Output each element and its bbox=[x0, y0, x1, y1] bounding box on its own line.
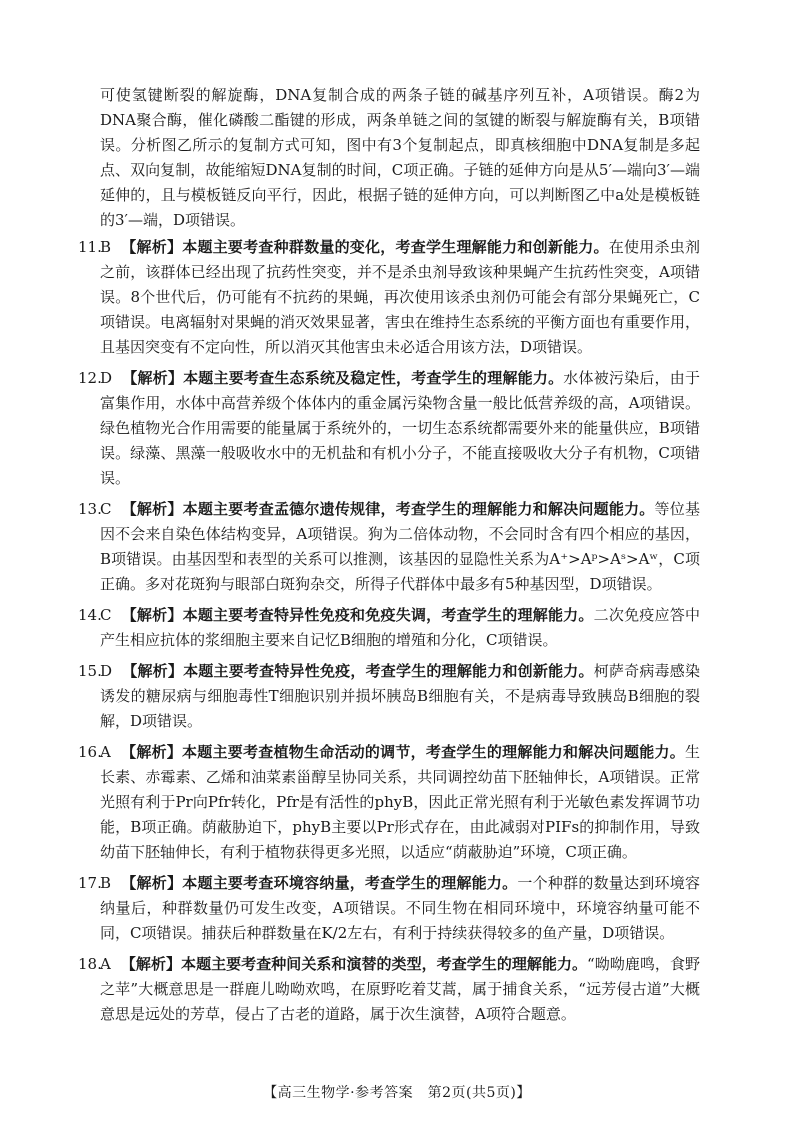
analysis-tag: 【解析】 bbox=[121, 606, 183, 624]
analysis-summary: 本题主要考查生态系统及稳定性，考查学生的理解能力。 bbox=[183, 369, 564, 387]
question-number: 12. bbox=[78, 369, 102, 387]
analysis-tag: 【解析】 bbox=[121, 238, 183, 256]
analysis-body: 水体被污染后，由于富集作用，水体中高营养级个体体内的重金属污染物含量一般比低营养级的高，A项错误。绿色植物光合作用需要的能量属于系统外的，一切生态系统都需要外来的能量供应，B项错误。绿藻、黑藻一般吸收水中的无机盐和有机小分子，不能直接吸收大分子有机物，C项错误。 bbox=[100, 369, 700, 487]
answer-item-13 bbox=[78, 497, 700, 597]
analysis-summary: 本题主要考查特异性免疫，考查学生的理解能力和创新能力。 bbox=[183, 662, 594, 680]
analysis-tag: 【解析】 bbox=[120, 955, 182, 973]
analysis-summary: 本题主要考查孟德尔遗传规律，考查学生的理解能力和解决问题能力。 bbox=[182, 500, 655, 518]
analysis-tag: 【解析】 bbox=[121, 874, 183, 892]
answer-letter: C bbox=[100, 500, 112, 518]
answer-item-18 bbox=[78, 952, 700, 1027]
analysis-body: 生长素、赤霉素、乙烯和油菜素甾醇呈协同关系，共同调控幼苗下胚轴伸长，A项错误。正常光照有利于Pr向Pfr转化，Pfr是有活性的phyB，因此正常光照有利于光敏色素发挥调节功能，B项正确。荫蔽胁迫下，phyB主要以Pr形式存在，由此减弱对PIFs的抑制作用，导致幼苗下胚轴伸长，有利于植物获得更多光照，以适应“荫蔽胁迫”环境，C项正确。 bbox=[100, 743, 700, 861]
answer-item-14 bbox=[78, 603, 700, 653]
question-number: 13. bbox=[78, 500, 102, 518]
answer-letter: D bbox=[100, 662, 113, 680]
analysis-tag: 【解析】 bbox=[120, 743, 183, 761]
analysis-summary: 本题主要考查特异性免疫和免疫失调，考查学生的理解能力。 bbox=[182, 606, 594, 624]
answer-letter: A bbox=[100, 743, 111, 761]
analysis-tag: 【解析】 bbox=[121, 500, 183, 518]
analysis-tag: 【解析】 bbox=[122, 369, 184, 387]
question-number: 14. bbox=[78, 606, 102, 624]
analysis-summary: 本题主要考查环境容纳量，考查学生的理解能力。 bbox=[182, 874, 518, 892]
analysis-body: 二次免疫应答中产生相应抗体的浆细胞主要来自记忆B细胞的增殖和分化，C项错误。 bbox=[100, 606, 700, 649]
analysis-summary: 本题主要考查种间关系和演替的类型，考查学生的理解能力。 bbox=[181, 955, 588, 973]
answer-item-11 bbox=[78, 235, 700, 360]
answer-letter: B bbox=[100, 238, 112, 256]
answer-letter: C bbox=[100, 606, 112, 624]
question-number: 18. bbox=[78, 955, 102, 973]
analysis-tag: 【解析】 bbox=[122, 662, 184, 680]
page-footer: 【高三生物学·参考答案 第2页(共5页)】 bbox=[263, 1085, 531, 1101]
answer-item-15 bbox=[78, 659, 700, 734]
answer-letter: B bbox=[100, 874, 112, 892]
question-number: 15. bbox=[78, 662, 102, 680]
analysis-summary: 本题主要考查种群数量的变化，考查学生理解能力和创新能力。 bbox=[182, 238, 609, 256]
analysis-body: “呦呦鹿鸣，食野之苹”大概意思是一群鹿儿呦呦欢鸣，在原野吃着艾蒿，属于捕食关系，“远芳侵古道”大概意思是远处的芳草，侵占了古老的道路，属于次生演替，A项符合题意。 bbox=[100, 955, 700, 1023]
continued-explanation: 可使氢键断裂的解旋酶，DNA复制合成的两条子链的碱基序列互补，A项错误。酶2为DNA聚合酶，催化磷酸二酯键的形成，两条单链之间的氢键的断裂与解旋酶有关，B项错误。分析图乙所示的复制方式可知，图中有3个复制起点，即真核细胞中DNA复制是多起点、双向复制，故能缩短DNA复制的时间，C项正确。子链的延伸方向是从5′—端向3′—端延伸的，且与模板链反向平行，因此，根据子链的延伸方向，可以判断图乙中a处是模板链的3′—端，D项错误。 bbox=[100, 86, 700, 229]
analysis-body: 等位基因不会来自染色体结构变异，A项错误。狗为二倍体动物，不会同时含有四个相应的基因，B项错误。由基因型和表型的关系可以推测，该基因的显隐性关系为A⁺>Aᵖ>Aˢ>Aʷ，C项正确。多对花斑狗与眼部白斑狗杂交，所得子代群体中最多有5种基因型，D项错误。 bbox=[100, 500, 700, 593]
answer-letter: A bbox=[100, 955, 111, 973]
answer-letter: D bbox=[100, 369, 113, 387]
analysis-body: 一个种群的数量达到环境容纳量后，种群数量仍可发生改变，A项错误。不同生物在相同环境中，环境容纳量可能不同，C项错误。捕获后种群数量在K/2左右，有利于持续获得较多的鱼产量，D项错误。 bbox=[100, 874, 700, 942]
question-number: 11. bbox=[78, 238, 102, 256]
answer-item-16 bbox=[78, 740, 700, 865]
analysis-body: 柯萨奇病毒感染诱发的糖尿病与细胞毒性T细胞识别并损坏胰岛B细胞有关，不是病毒导致胰岛B细胞的裂解，D项错误。 bbox=[100, 662, 700, 730]
answer-item-12 bbox=[78, 366, 700, 491]
analysis-summary: 本题主要考查植物生命活动的调节，考查学生的理解能力和解决问题能力。 bbox=[182, 743, 685, 761]
question-number: 17. bbox=[78, 874, 102, 892]
answer-item-17 bbox=[78, 871, 700, 946]
question-number: 16. bbox=[78, 743, 102, 761]
analysis-body: 在使用杀虫剂之前，该群体已经出现了抗药性突变，并不是杀虫剂导致该种果蝇产生抗药性突变，A项错误。8个世代后，仍可能有不抗药的果蝇，再次使用该杀虫剂仍可能会有部分果蝇死亡，C项错误。电离辐射对果蝇的消灭效果显著，害虫在维持生态系统的平衡方面也有重要作用，且基因突变有不定向性，所以消灭其他害虫未必适合用该方法，D项错误。 bbox=[100, 238, 701, 356]
answer-list bbox=[78, 235, 700, 1033]
